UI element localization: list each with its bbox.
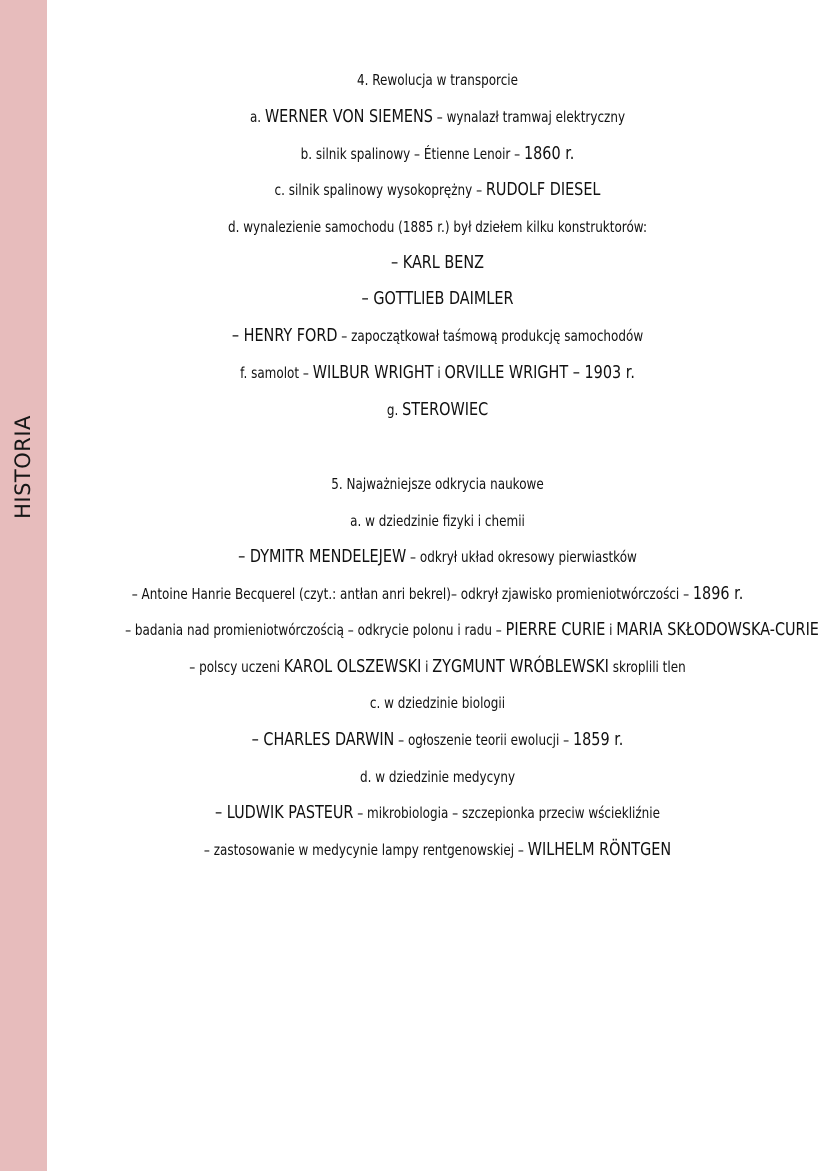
note-text: skroplili tlen [608, 658, 686, 676]
note-text: a. w dziedzinie fizyki i chemii [350, 512, 525, 530]
note-text: g. [386, 401, 403, 419]
sidebar-title: HISTORIA [11, 415, 35, 519]
note-line [125, 176, 750, 204]
note-text: 5. Najważniejsze odkrycia naukowe [331, 475, 544, 493]
note-text: – odkrył układ okresowy pierwiastków [406, 548, 637, 566]
emphasized-text: – DYMITR MENDELEJEW [238, 546, 407, 567]
note-text: i [433, 364, 445, 382]
note-line [125, 580, 750, 608]
note-line [125, 543, 750, 571]
emphasized-text: PIERRE CURIE [505, 619, 606, 640]
note-text: f. samolot – [240, 364, 313, 382]
note-text: b. silnik spalinowy – Étienne Lenoir – [300, 145, 524, 163]
emphasized-text: – GOTTLIEB DAIMLER [361, 288, 514, 309]
note-text: – badania nad promieniotwórczością – odkrycie polonu i radu – [125, 621, 506, 639]
note-line [125, 799, 750, 827]
note-line [125, 726, 750, 754]
note-text: – zastosowanie w medycynie lampy rentgenowskiej – [203, 841, 528, 859]
note-line [125, 653, 750, 681]
emphasized-text: STEROWIEC [402, 399, 489, 420]
emphasized-text: WILHELM RÖNTGEN [527, 839, 672, 860]
emphasized-text: – KARL BENZ [390, 252, 485, 273]
note-line [125, 507, 750, 535]
note-text: – ogłoszenie teorii ewolucji – [394, 731, 573, 749]
note-line [125, 285, 750, 313]
emphasized-text: 1859 r. [572, 729, 624, 750]
note-text: i [421, 658, 433, 676]
emphasized-text: 1896 r. [692, 583, 744, 604]
note-text: a. [249, 108, 265, 126]
note-line [125, 616, 819, 644]
emphasized-text: KAROL OLSZEWSKI [283, 656, 422, 677]
emphasized-text: – HENRY FORD [231, 325, 338, 346]
note-text: – zapoczątkował taśmową produkcję samochodów [337, 327, 644, 345]
sidebar [0, 0, 47, 1171]
emphasized-text: RUDOLF DIESEL [485, 179, 601, 200]
emphasized-text: – CHARLES DARWIN [251, 729, 395, 750]
note-text: – polscy uczeni [189, 658, 284, 676]
emphasized-text: 1860 r. [523, 143, 575, 164]
emphasized-text: WILBUR WRIGHT [312, 362, 434, 383]
emphasized-text: – LUDWIK PASTEUR [215, 802, 354, 823]
emphasized-text: MARIA SKŁODOWSKA-CURIE [616, 619, 819, 640]
note-text: – wynalazł tramwaj elektryczny [432, 108, 626, 126]
note-text: d. w dziedzinie medycyny [359, 768, 516, 786]
emphasized-text: ZYGMUNT WRÓBLEWSKI [432, 656, 609, 677]
note-line [125, 763, 750, 791]
note-line [125, 322, 750, 350]
emphasized-text: ORVILLE WRIGHT – 1903 r. [444, 362, 635, 383]
note-line [125, 470, 750, 498]
note-text: d. wynalezienie samochodu (1885 r.) był dziełem kilku konstruktorów: [227, 218, 648, 236]
note-line [125, 836, 750, 864]
note-text: – Antoine Hanrie Becquerel (czyt.: antłan anri bekrel)– odkrył zjawisko promieniotwórczości – [131, 585, 693, 603]
note-line [125, 396, 750, 424]
note-line [125, 689, 750, 717]
note-text: 4. Rewolucja w transporcie [356, 71, 519, 89]
note-line [125, 213, 750, 241]
note-line [125, 249, 750, 277]
note-line [125, 103, 750, 131]
note-text: – mikrobiologia – szczepionka przeciw wściekliźnie [353, 804, 660, 822]
note-text: c. silnik spalinowy wysokoprężny – [274, 181, 486, 199]
note-line [125, 359, 750, 387]
note-text: i [605, 621, 617, 639]
note-text: c. w dziedzinie biologii [369, 694, 506, 712]
emphasized-text: WERNER VON SIEMENS [264, 106, 433, 127]
note-line [125, 140, 750, 168]
note-line [125, 66, 750, 94]
